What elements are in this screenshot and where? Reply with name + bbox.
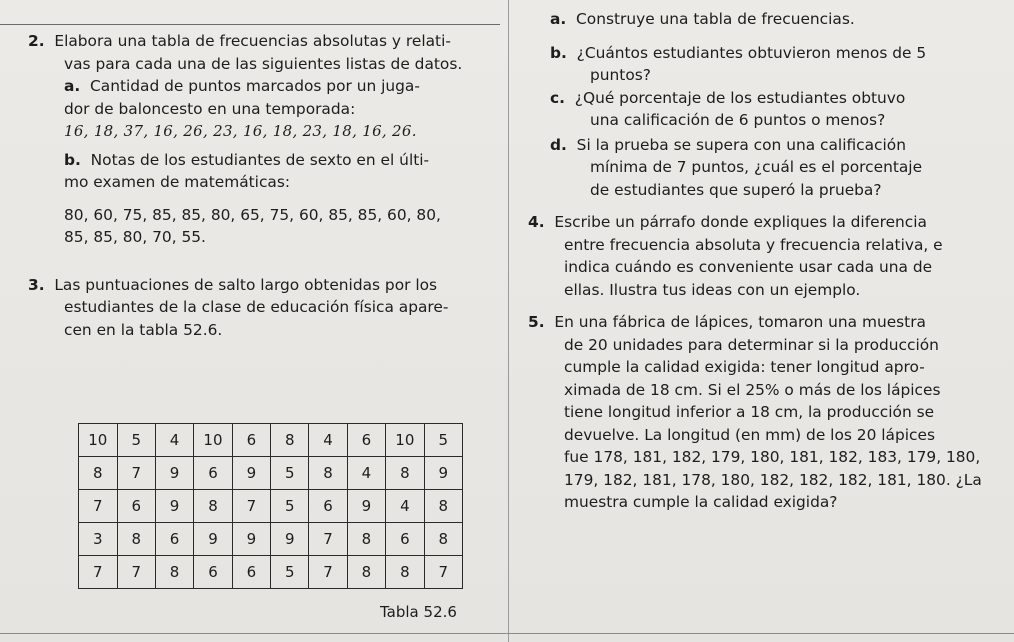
table-cell: 8 xyxy=(347,556,385,589)
exercise-2b-letter: b. xyxy=(64,150,81,169)
table-cell: 4 xyxy=(347,457,385,490)
table-cell: 6 xyxy=(117,490,155,523)
exercise-4-number: 4. xyxy=(528,213,545,231)
table-caption: Tabla 52.6 xyxy=(380,603,457,621)
item-d-line3: de estudiantes que superó la prueba? xyxy=(590,180,882,199)
exercise-5 xyxy=(528,311,1008,514)
exercise-5-line4: ximada de 18 cm. Si el 25% o más de los lápices xyxy=(564,380,941,399)
table-cell: 10 xyxy=(79,424,118,457)
top-rule xyxy=(0,24,500,25)
table-cell: 6 xyxy=(194,457,233,490)
table-cell: 8 xyxy=(386,457,425,490)
table-cell: 9 xyxy=(347,490,385,523)
exercise-5-line6: devuelve. La longitud (en mm) de los 20 lápices xyxy=(564,425,935,444)
exercise-2a-line2: dor de baloncesto en una temporada: xyxy=(64,99,356,118)
exercise-4-line2: entre frecuencia absoluta y frecuencia relativa, e xyxy=(564,235,943,254)
table-cell: 6 xyxy=(309,490,347,523)
table-cell: 8 xyxy=(309,457,347,490)
item-b-line1: b. ¿Cuántos estudiantes obtuvieron menos de 5 xyxy=(550,43,927,62)
exercise-3-line2: estudiantes de la clase de educación física apare- xyxy=(64,298,449,316)
exercise-4-line3: indica cuándo es conveniente usar cada una de xyxy=(564,258,933,276)
table-cell: 6 xyxy=(194,556,233,589)
item-d-line1: d. Si la prueba se supera con una calificación xyxy=(550,135,906,154)
table-cell: 9 xyxy=(424,457,462,490)
table-cell: 7 xyxy=(117,556,155,589)
table-cell: 7 xyxy=(424,556,462,589)
exercise-2b-line2: mo examen de matemáticas: xyxy=(64,173,291,191)
table-cell: 3 xyxy=(79,523,118,556)
table-cell: 8 xyxy=(155,556,193,589)
table-cell: 6 xyxy=(155,523,193,556)
table-cell: 5 xyxy=(271,457,309,490)
table-cell: 8 xyxy=(347,523,385,556)
table-cell: 7 xyxy=(309,523,347,556)
table-cell: 8 xyxy=(386,556,425,589)
table-cell: 5 xyxy=(424,424,462,457)
table-row xyxy=(79,424,463,457)
exercise-5-line8: 179, 182, 181, 178, 180, 182, 182, 182, 181, 180. ¿La xyxy=(564,470,982,489)
item-c-line2: una calificación de 6 puntos o menos? xyxy=(590,111,886,129)
table-cell: 5 xyxy=(271,490,309,523)
exercise-2-number: 2. xyxy=(28,32,45,50)
table-cell: 10 xyxy=(194,424,233,457)
table-cell: 5 xyxy=(117,424,155,457)
table-cell: 8 xyxy=(424,490,462,523)
item-d-line2: mínima de 7 puntos, ¿cuál es el porcentaje xyxy=(590,158,923,176)
exercise-2-intro-line2: vas para cada una de las siguientes listas de datos. xyxy=(64,54,463,73)
exercise-2b-data2: 85, 85, 80, 70, 55. xyxy=(64,228,206,246)
exercise-5-line2: de 20 unidades para determinar si la producción xyxy=(564,335,939,354)
table-cell: 6 xyxy=(386,523,425,556)
exercise-5-line1: 5. En una fábrica de lápices, tomaron una muestra xyxy=(528,313,926,331)
exercise-5-line3: cumple la calidad exigida: tener longitud apro- xyxy=(564,358,925,376)
table-cell: 6 xyxy=(232,556,270,589)
exercise-5-number: 5. xyxy=(528,313,545,331)
exercise-2 xyxy=(28,30,498,249)
table-cell: 9 xyxy=(271,523,309,556)
table-cell: 7 xyxy=(309,556,347,589)
table-cell: 8 xyxy=(424,523,462,556)
table-cell: 7 xyxy=(79,556,118,589)
item-b-letter: b. xyxy=(550,43,567,62)
exercise-2a-line1: a. Cantidad de puntos marcados por un juga- xyxy=(64,77,420,95)
table-cell: 4 xyxy=(386,490,425,523)
table-cell: 9 xyxy=(232,523,270,556)
exercise-3-number: 3. xyxy=(28,275,45,294)
table-row xyxy=(79,523,463,556)
table-cell: 8 xyxy=(194,490,233,523)
item-a-letter: a. xyxy=(550,10,567,28)
table-cell: 7 xyxy=(117,457,155,490)
exercise-3-line1: 3. Las puntuaciones de salto largo obtenidas por los xyxy=(28,275,438,294)
exercise-2b-line1: b. Notas de los estudiantes de sexto en el últi- xyxy=(64,150,430,169)
data-table-52-6 xyxy=(78,423,463,589)
right-column xyxy=(528,8,1008,514)
table-cell: 10 xyxy=(386,424,425,457)
table-cell: 5 xyxy=(271,556,309,589)
exercise-5-line5: tiene longitud inferior a 18 cm, la producción se xyxy=(564,403,935,421)
bottom-rule xyxy=(0,633,1014,634)
table-cell: 8 xyxy=(271,424,309,457)
exercise-5-line7: fue 178, 181, 182, 179, 180, 181, 182, 183, 179, 180, xyxy=(564,448,981,466)
table-cell: 8 xyxy=(79,457,118,490)
item-c-line1: c. ¿Qué porcentaje de los estudiantes obtuvo xyxy=(550,88,906,107)
table-cell: 6 xyxy=(347,424,385,457)
table-cell: 4 xyxy=(309,424,347,457)
table-cell: 7 xyxy=(232,490,270,523)
table-cell: 9 xyxy=(155,490,193,523)
exercise-3 xyxy=(28,274,498,342)
item-b-line2: puntos? xyxy=(590,66,651,84)
table-row xyxy=(79,457,463,490)
exercise-4-line4: ellas. Ilustra tus ideas con un ejemplo. xyxy=(564,280,861,299)
table-cell: 7 xyxy=(79,490,118,523)
exercise-2a-letter: a. xyxy=(64,77,81,95)
table-cell: 8 xyxy=(117,523,155,556)
item-d-letter: d. xyxy=(550,135,567,154)
table-cell: 9 xyxy=(232,457,270,490)
table-cell: 9 xyxy=(155,457,193,490)
exercise-4-line1: 4. Escribe un párrafo donde expliques la diferencia xyxy=(528,213,927,231)
exercise-2a-data: 16, 18, 37, 16, 26, 23, 16, 18, 23, 18, 16, 26. xyxy=(64,122,417,140)
exercise-3-line3: cen en la tabla 52.6. xyxy=(64,320,223,339)
exercise-5-line9: muestra cumple la calidad exigida? xyxy=(564,493,838,511)
item-a: a. Construye una tabla de frecuencias. xyxy=(550,10,855,28)
table-cell: 4 xyxy=(155,424,193,457)
item-c-letter: c. xyxy=(550,88,565,107)
exercise-2b-data1: 80, 60, 75, 85, 85, 80, 65, 75, 60, 85, 85, 60, 80, xyxy=(64,205,441,224)
table-row xyxy=(79,490,463,523)
table-row xyxy=(79,556,463,589)
column-divider xyxy=(508,0,509,642)
exercise-4 xyxy=(528,211,1008,301)
left-column xyxy=(28,30,498,341)
table-cell: 9 xyxy=(194,523,233,556)
exercise-2-intro-line1: 2. Elabora una tabla de frecuencias absolutas y relati- xyxy=(28,32,451,50)
table-cell: 6 xyxy=(232,424,270,457)
